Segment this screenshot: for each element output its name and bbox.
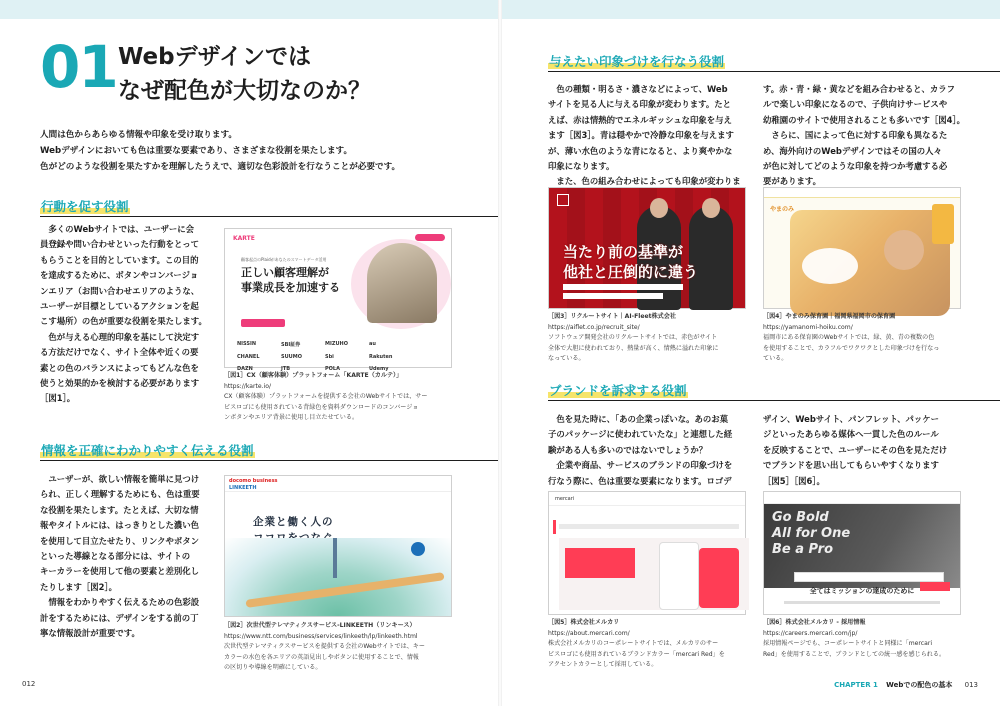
footer-chapter: CHAPTER 1	[834, 681, 878, 689]
figure-2-screenshot	[224, 475, 452, 617]
person-head	[702, 198, 720, 218]
figure-5-screenshot	[548, 491, 746, 615]
section-body-impression-right: す。赤・青・緑・黄などを組み合わせると、カラフ ルで楽しい印象になるので、子供向けサービスや 幼稚園のサイトで使用されることも多いです［図4］。 さらに、国によって色に対する印象も異なるた め、海外向けのWebデザインではその国の人々 が色に対してどのような印象を持つか考慮する必 要があります。	[763, 84, 966, 187]
docomo-logo: docomo business	[229, 478, 278, 484]
mission-subtext	[784, 601, 941, 604]
chapter-intro	[40, 127, 490, 175]
section-body-brand-left: 色を見た時に、「あの企業っぽいな。あのお菓 子のパッケージに使われていたな」と連想した経 験がある人も多いのではないでしょうか？ 企業や商品、サービスのブランドの印象づけを 行なう際に、色は重要な要素になります。ロゴデ	[548, 414, 733, 486]
page-gutter	[498, 0, 502, 706]
person-photo	[367, 243, 437, 323]
client-logos: NISSIN SBI証券 MIZUHO au CHANEL SUUMO Sbi Rakuten DAZN JTB POLA Udemy	[237, 341, 393, 372]
speech-bubble	[802, 248, 858, 284]
karte-logo: KARTE	[233, 235, 255, 242]
section-body-action: 多くのWebサイトでは、ユーザーに会 員登録や問い合わせといった行動をとって もらうことを目的としています。この目的 を達成するために、ボタンやコンバージョ ンエリア（お問い合わせエリアのような、 ユーザーが目標としているアクションを起 こす場所）の色が重要な役割を果たします。 色が与える心理的印象を基にして決定す る方法だけでなく、サイト全体や近くの要 素との色のバランスによってもどんな色を 使うと効果的かを検討する必要があります ［図1］。	[40, 224, 207, 404]
karte-header-button	[415, 234, 445, 241]
intro-line: 色がどのような役割を果たすかを理解したうえで、適切な色彩設計を行なうことが必要です。	[40, 162, 401, 172]
yamanomi-nav	[764, 188, 960, 198]
figure-6-caption: ［図6］株式会社メルカリ - 採用情報 https://careers.mercari.com/jp/ 採用情報ページでも、コーポレートサイトと同様に「mercari Red」を使用することで、ブランドとしての統一感を感じられる。	[763, 619, 946, 658]
section-heading-impression: 与えたい印象づけを行なう役割	[548, 52, 1000, 72]
figure-4-screenshot	[763, 187, 961, 309]
tower-illustration	[333, 538, 337, 578]
section-heading-brand: ブランドを訴求する役割	[548, 381, 1000, 401]
sub-copy-bar	[563, 284, 683, 290]
sub-copy-bar	[563, 293, 663, 299]
section-body-brand-right: ザイン、Webサイト、パンフレット、パッケー ジといったあらゆる媒体へ一貫した色のルール を反映することで、ユーザーにその色を見ただけ でブランドを思い出してもらいやすくなります ［図5］［図6］。	[763, 414, 948, 486]
karte-cta-button	[241, 319, 285, 327]
red-accent-bar	[553, 520, 556, 534]
figure-6-screenshot	[763, 491, 961, 615]
chapter-title	[118, 40, 371, 108]
careers-values: Go Bold All for One Be a Pro	[772, 510, 851, 557]
phone-mockup	[659, 542, 699, 610]
intro-line: Webデザインにおいても色は重要な要素であり、さまざまな役割を果たします。	[40, 146, 353, 156]
mercari-nav	[549, 492, 745, 506]
figure-1-caption: ［図1］CX（顧客体験）プラットフォーム「KARTE（カルテ）」 https://karte.io/ CX（顧客体験）プラットフォームを提供する会社のWebサイトでは、サー ビスロゴにも使用されている背緑色を資料ダウンロードのコンバージョ ンボタンやエリア背景に使用し目立たせている。	[224, 372, 428, 422]
figure-5-caption: ［図5］株式会社メルカリ https://about.mercari.com/ 株式会社メルカリのコーポレートサイトでは、メルカリのサー ビスロゴにも使用されているブランドカラー「mercari Red」を アクセントカラーとして採用している。	[548, 619, 725, 669]
linkeeth-logo: LINKEETH	[229, 485, 257, 491]
careers-nav	[764, 492, 960, 504]
section-body-impression-left: 色の種類・明るさ・濃さなどによって、Web サイトを見る人に与える印象が変わります。たと えば、赤は情熱的でエネルギッシュな印象を与え ます［図3］。青は穏やかで冷静な印象を与えます が、薄い水色のような青になると、より爽やかな 印象になります。 また、色の組み合わせによっても印象が変わりま	[548, 84, 741, 187]
figure-4-caption: ［図4］やまのみ保育園｜福岡県福岡市の保育園 https://yamanomi-hoiku.com/ 福岡市にある保育園のWebサイトでは、緑、黄、青の複数の色 を使用することで、カラフルでワクワクとした印象づけを行なっ ている。	[763, 313, 940, 363]
intro-line: 人間は色からあらゆる情報や印象を受け取ります。	[40, 130, 237, 140]
red-banner	[565, 548, 635, 578]
mercari-logo: mercari	[555, 496, 575, 502]
side-badge	[932, 204, 954, 244]
section-heading-info: 情報を正確にわかりやすく伝える役割	[40, 441, 498, 461]
karte-hero-headline: 正しい顧客理解が 事業成長を加速する	[241, 266, 340, 294]
chapter-title-line-2: なぜ配色が大切なのか？	[118, 78, 371, 104]
phone-mockup-red	[699, 548, 739, 608]
karte-kicker: 顧客起点のPlaidがあなたのスマートデータ活用	[241, 257, 327, 262]
figure-3-screenshot	[548, 187, 746, 309]
child-figure	[884, 230, 924, 270]
yamanomi-logo: やまのみ	[770, 206, 795, 213]
chapter-title-line-1: Webデザインでは	[118, 44, 312, 70]
aifleet-logo	[557, 194, 569, 206]
scroll-button-icon	[411, 542, 425, 556]
person-head	[650, 198, 668, 218]
section-body-info: ユーザーが、欲しい情報を簡単に見つけ られ、正しく理解するためにも、色は重要 な役割を果たします。たとえば、大切な情 報やタイトルには、はっきりとした濃い色 を使用して目立たせたり、リンクやボタン といった導線となる部分には、サイトの キーカラーを使用して他の要素と差別化し たりします［図2］。 情報をわかりやすく伝えるための色彩設 計をするためには、デザインをする前の丁 寧な情報設計が重要です。	[40, 474, 200, 639]
figure-1-screenshot	[224, 228, 452, 372]
footer-chapter-title: Webでの配色の基本	[886, 681, 953, 689]
page-footer-right	[834, 680, 978, 690]
linkeeth-hero: 企業と働く人の	[253, 516, 334, 528]
job-search-bar	[794, 572, 944, 582]
chapter-number: 01	[40, 33, 117, 101]
headline-bar	[559, 524, 739, 529]
figure-2-caption: ［図2］次世代型テレマティクスサービス-LINKEETH（リンキース） https://www.ntt.com/business/services/linkeeth/lp/linkeeth.html 次世代型テレマティクスサービスを提供する会社のWebサイトでは、キー カラーの水色を各エリアの英語見出しやボタンに使用することで、情報 の区切りや導線を明確にしている。	[224, 622, 425, 672]
page-number-right: 013	[964, 681, 978, 689]
section-heading-action: 行動を促す役割	[40, 197, 498, 217]
figure-3-caption: ［図3］リクルートサイト｜AI-Fleet株式会社 https://aiflet.co.jp/recruit_site/ ソフトウェア開発会社のリクルートサイトでは、赤色がサイト 全体で大胆に使われており、熱量が高く、情熱に溢れた印象に なっている。	[548, 313, 719, 363]
page-number-left: 012	[22, 680, 36, 688]
recruit-tagline: 当たり前の基準が 他社と圧倒的に違う	[563, 243, 699, 281]
mission-heading: 全てはミッションの達成のために	[809, 587, 915, 595]
